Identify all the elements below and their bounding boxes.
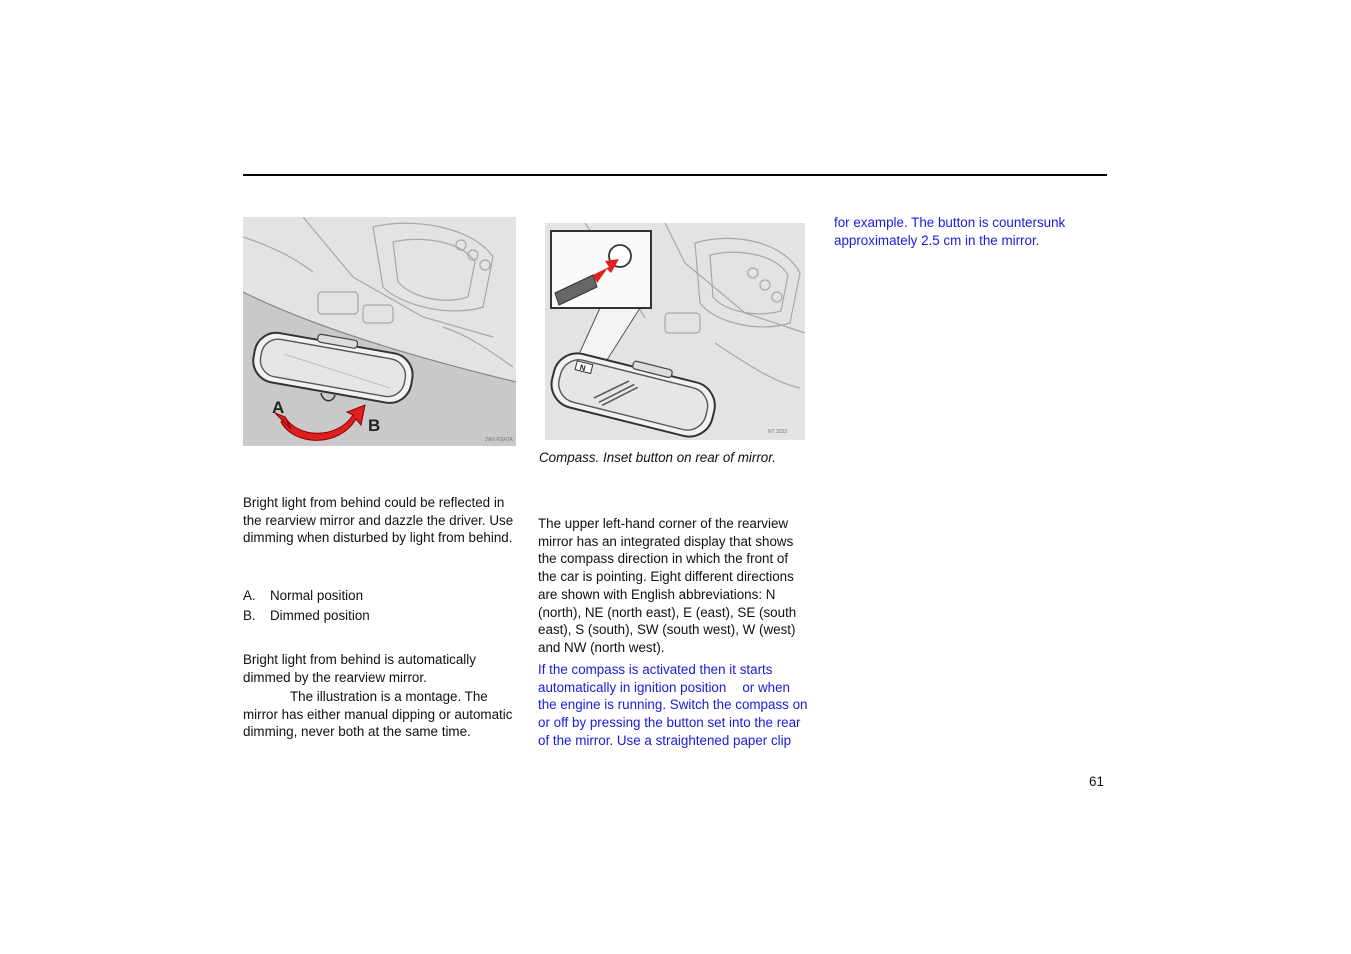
compass-mirror-figure xyxy=(545,223,805,440)
dimming-intro: Bright light from behind could be reflected in the rearview mirror and dazzle the driver. Use dimming when disturbed by light from behind. xyxy=(243,495,514,546)
montage-note xyxy=(243,688,516,741)
compass-continuation: for example. The button is countersunk approximately 2.5 cm in the mirror. xyxy=(834,215,1066,248)
activation-text-part2: or when the engine is running. Switch the compass on or off by pressing the button set into the rear of the mirror. Use a straightened paper clip xyxy=(538,679,808,748)
list-item-label: A. xyxy=(243,588,256,603)
header-rule xyxy=(243,174,1107,176)
figure-code: NT 3253 xyxy=(768,429,788,435)
activation-text-part1: If the compass is activated then it starts automatically in ignition position xyxy=(538,662,773,695)
mirror-dimming-figure xyxy=(243,217,516,446)
auto-dimming-text: Bright light from behind is automatically dimmed by the rearview mirror. xyxy=(243,652,476,685)
list-item-label: B. xyxy=(243,608,256,624)
list-item xyxy=(243,587,516,605)
list-item-text: Dimmed position xyxy=(270,608,370,624)
label-b: B xyxy=(368,416,381,435)
position-list xyxy=(243,587,516,625)
compass-activation xyxy=(538,661,810,750)
figure-code: JW9 RSRTA xyxy=(485,437,513,443)
page-number: 61 xyxy=(1089,774,1104,789)
list-item xyxy=(243,607,516,625)
list-item-text: Normal position xyxy=(270,588,364,603)
montage-note-text: The illustration is a montage. The mirror has either manual dipping or automatic dimming, never both at the same time. xyxy=(243,689,513,740)
compass-display: N xyxy=(578,362,587,373)
label-a: A xyxy=(272,398,285,417)
compass-description: The upper left-hand corner of the rearview mirror has an integrated display that shows the compass direction in which the front of the car is pointing. Eight different directions are shown with English abbreviations: N (north), NE (north east), E (east), SE (south east), S (south), SW (south west), W (west) and NW (north west). xyxy=(538,516,797,655)
figure-caption: Compass. Inset button on rear of mirror. xyxy=(539,450,776,465)
